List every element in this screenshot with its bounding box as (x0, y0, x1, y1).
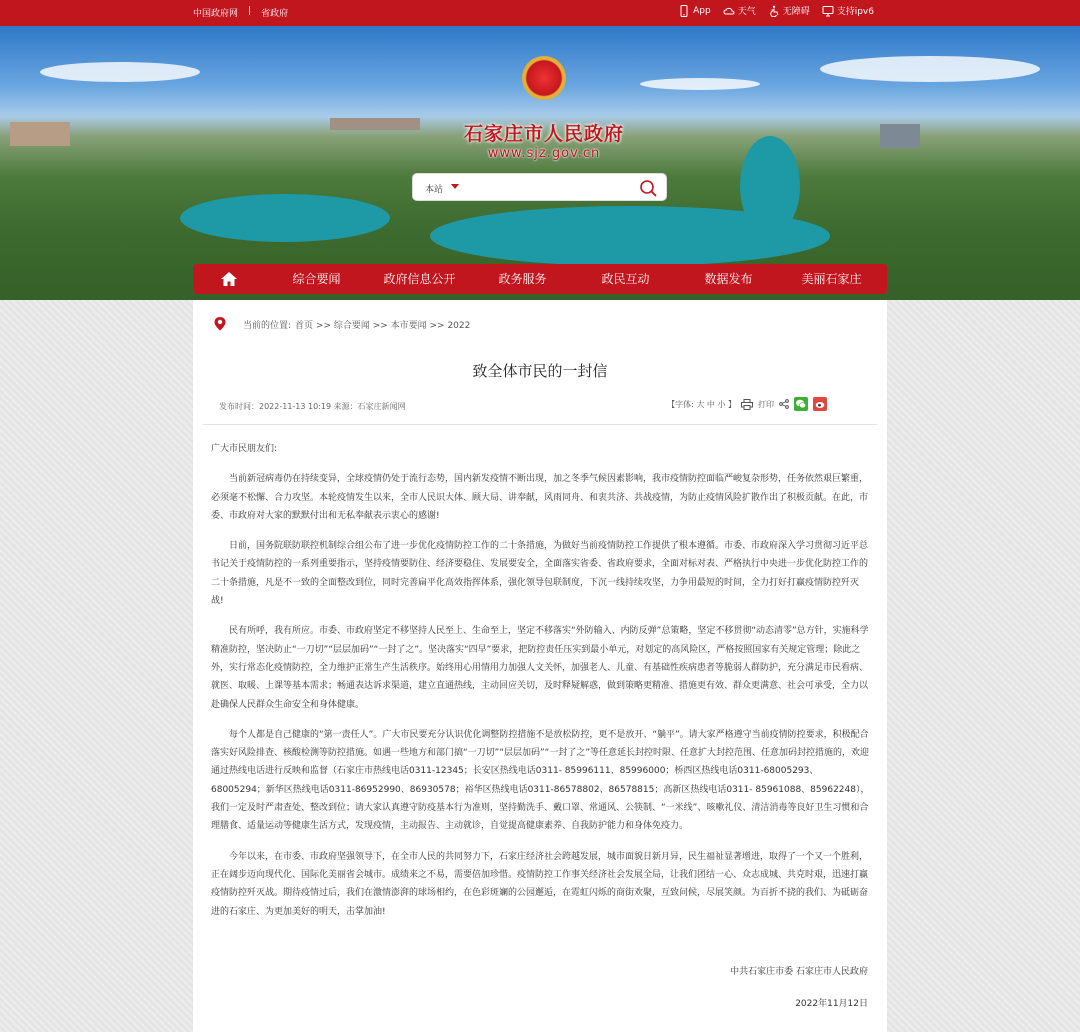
share-icon[interactable] (779, 399, 789, 409)
weather-link[interactable] (723, 4, 756, 17)
link-central-gov[interactable]: 中国政府网 (193, 9, 239, 19)
article-container (193, 300, 887, 1032)
top-separator: | (248, 6, 252, 16)
ipv6-label: 支持ipv6 (836, 7, 874, 17)
weather-icon (723, 5, 735, 17)
location-pin-icon (213, 316, 227, 332)
article-meta: 发布时间：2022-11-13 10:19 来源：石家庄新闻网 (219, 402, 406, 411)
search-input[interactable] (469, 178, 629, 198)
chevron-down-icon[interactable] (451, 184, 459, 189)
nav-item-interaction[interactable]: 政民互动 (601, 272, 650, 286)
header-banner (0, 26, 1080, 300)
nav-item-data[interactable]: 数据发布 (704, 272, 753, 286)
accessibility-icon (768, 5, 780, 17)
main-nav (193, 264, 887, 294)
accessibility-link[interactable] (768, 4, 810, 17)
monitor-icon (822, 5, 834, 17)
side-background (0, 300, 193, 1032)
wechat-icon[interactable] (794, 397, 808, 411)
article-paragraph: 每个人都是自己健康的“第一责任人”。广大市民要充分认识优化调整防控措施不是放松防控，更不是放开、“躺平”。请大家严格遵守当前疫情防控要求，积极配合落实好风险排查、核酸检测等防控措施。如遇一些地方和部门搞“一刀切”“层层加码”“一封了之”等任意延长封控时限、任意扩大封控范围、任意加码封控措施的，欢迎通过热线电话进行反映和监督（石家庄市热线电话0311-12345；长安区热线电话0311- 85996111、85996000；桥西区热线电话0311-68005293、68005294；新华区热线电话0311-86952990、86930578；裕华区热线电话0311-86578802、86578815；高新区热线电话0311- 85961088、85962248），我们一定及时严肃查处、整改到位；请大家认真遵守防疫基本行为准则，坚持勤洗手、戴口罩、常通风、公筷制、“一米线”、咳嗽礼仪、清洁消毒等良好卫生习惯和合理膳食、适量运动等健康生活方式，发现疫情，主动报告、主动就诊，自觉提高健康素养、自我防护能力和身体免疫力。 (211, 729, 870, 832)
nav-item-gov-info[interactable]: 政府信息公开 (383, 272, 456, 286)
print-button[interactable]: 打印 (758, 399, 774, 409)
page-title: 致全体市民的一封信 (472, 362, 608, 380)
site-title: 石家庄市人民政府 (463, 123, 624, 145)
home-icon (220, 271, 238, 287)
search-scope[interactable]: 本站 (425, 185, 444, 195)
top-tools (678, 4, 874, 17)
article-tools (667, 397, 827, 411)
search-icon[interactable] (638, 178, 658, 198)
cloud-decoration (40, 62, 200, 82)
nav-item-services[interactable]: 政务服务 (498, 272, 547, 286)
article-greeting: 广大市民朋友们: (211, 444, 278, 454)
article-paragraph: 当前新冠病毒仍在持续变异，全球疫情仍处于流行态势，国内新发疫情不断出现，加之冬季气候因素影响，我市疫情防控面临严峻复杂形势，任务依然艰巨繁重，必须毫不松懈、合力攻坚。本轮疫情发生以来，全市人民识大体、顾大局、讲奉献，风雨同舟、和衷共济、共战疫情，为防止疫情风险扩散作出了积极贡献。在此，市委、市政府对大家的默默付出和无私奉献表示衷心的感谢! (211, 474, 869, 521)
article-body (211, 440, 871, 933)
weibo-icon[interactable] (813, 397, 827, 411)
font-size-switch[interactable]: 【字体: 大 中 小 】 (667, 399, 736, 409)
accessibility-label: 无障碍 (782, 7, 810, 17)
article-signature: 中共石家庄市委 石家庄市人民政府 (730, 967, 868, 977)
title-divider (203, 424, 877, 425)
nav-item-beautiful-sjz[interactable]: 美丽石家庄 (801, 272, 862, 286)
cloud-decoration (640, 78, 760, 90)
article-paragraph: 今年以来，在市委、市政府坚强领导下，在全市人民的共同努力下，石家庄经济社会跨越发展，城市面貌日新月异，民生福祉显著增进，取得了一个又一个胜利，正在阔步迈向现代化、国际化美丽省会城市。成绩来之不易，需要倍加珍惜。疫情防控工作事关经济社会发展全局，让我们团结一心、众志成城、共克时艰，迅速打赢疫情防控歼灭战。期待疫情过后，我们在激情澎湃的球场相约，在色彩斑斓的公园邂逅，在霓虹闪烁的商街欢聚，互致问候，尽展笑颜。为百折不挠的我们、为砥砺奋进的石家庄、为更加美好的明天，击掌加油! (211, 851, 869, 917)
cloud-decoration (820, 56, 1040, 82)
river-decoration (180, 194, 390, 242)
breadcrumb-label: 当前的位置: (243, 320, 292, 331)
print-icon[interactable] (741, 399, 753, 410)
top-links (193, 6, 288, 19)
top-bar (0, 0, 1080, 26)
article-paragraph: 日前，国务院联防联控机制综合组公布了进一步优化疫情防控工作的二十条措施，为做好当前疫情防控工作提供了根本遵循。市委、市政府深入学习贯彻习近平总书记关于疫情防控的一系列重要指示，坚持疫情要防住、经济要稳住、发展要安全，全面落实省委、省政府要求，全面对标对表、严格执行中央进一步优化防控工作的二十条措施，凡是不一致的全面整改到位，同时完善扁平化高效指挥体系，强化领导包联制度，下沉一线持续攻坚，力争用最短的时间，全力打好打赢疫情防控歼灭战! (211, 541, 869, 607)
side-background (887, 300, 1080, 1032)
link-province-gov[interactable]: 省政府 (261, 9, 289, 19)
national-emblem (522, 56, 566, 100)
home-button[interactable] (193, 264, 265, 294)
article-paragraph: 民有所呼，我有所应。市委、市政府坚定不移坚持人民至上、生命至上，坚定不移落实“外防输入、内防反弹”总策略，坚定不移贯彻“动态清零”总方针，实施科学精准防控，坚决防止“一刀切”“层层加码”“一封了之”。坚决落实“四早”要求，把防控责任压实到最小单元，对划定的高风险区，严格按照国家有关规定管理；除此之外，实行常态化疫情防控，全力维护正常生产生活秩序。始终用心用情用力加强人文关怀，加强老人、儿童、有基础性疾病患者等脆弱人群防护，充分满足市民看病、就医、取暖、上课等基本需求；畅通表达诉求渠道，建立直通热线，主动回应关切，及时释疑解惑，做到策略更精准、措施更有效、群众更满意、社会可承受，全力以赴确保人民群众生命安全和身体健康。 (211, 626, 869, 710)
site-url: www.sjz.gov.cn (487, 146, 601, 161)
breadcrumb-path[interactable]: 首页 >> 综合要闻 >> 本市要闻 >> 2022 (295, 320, 471, 331)
mobile-icon (678, 5, 690, 17)
ipv6-link[interactable] (822, 4, 874, 17)
app-link[interactable] (678, 5, 711, 17)
article-date: 2022年11月12日 (795, 999, 868, 1009)
nav-item-news[interactable]: 综合要闻 (292, 272, 341, 286)
breadcrumb (213, 316, 470, 332)
weather-label: 天气 (737, 7, 756, 17)
search-box (412, 173, 667, 201)
app-label: App (693, 5, 711, 16)
